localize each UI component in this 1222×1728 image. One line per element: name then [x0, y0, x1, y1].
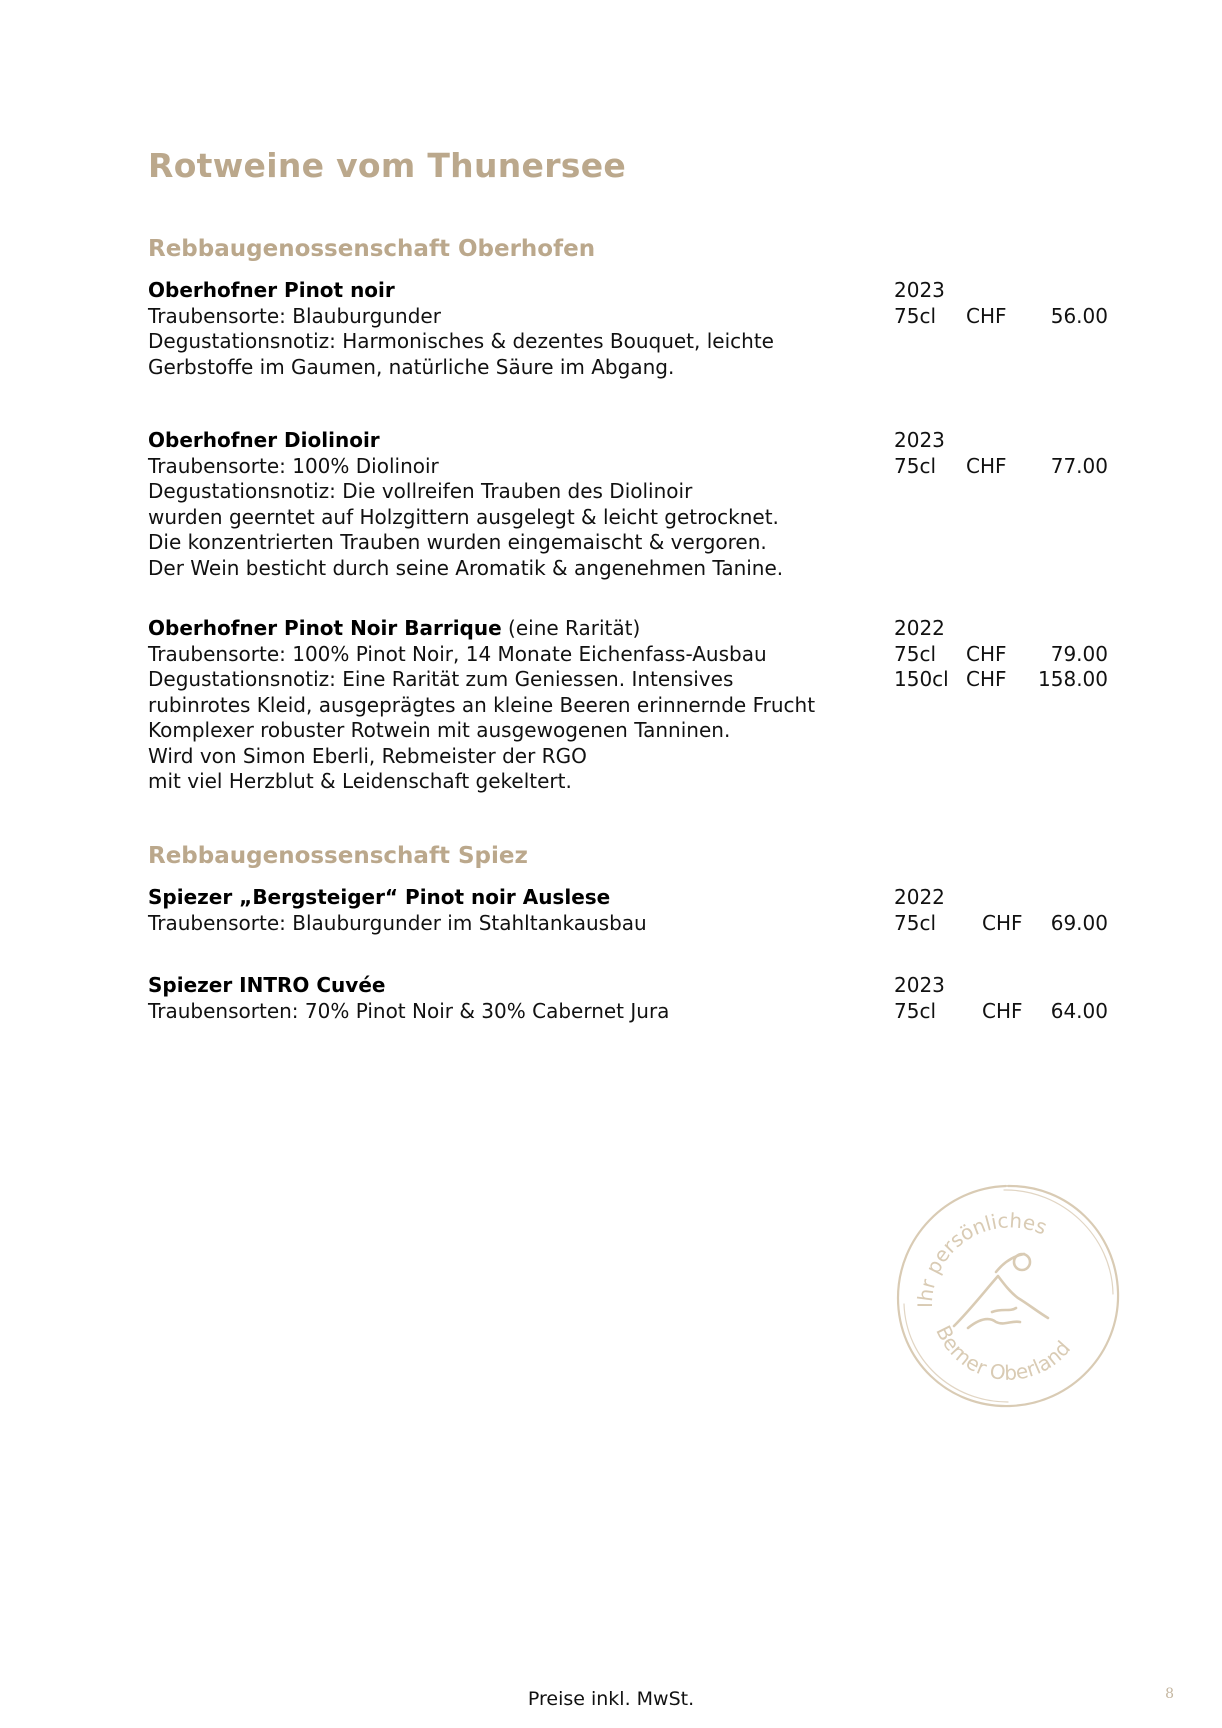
wine-pricing [894, 428, 1108, 479]
wine-detail-line: Traubensorte: Blauburgunder im Stahltankausbau [148, 910, 647, 935]
wine-detail-line: Traubensorte: Blauburgunder [148, 303, 441, 328]
vintage: 2023 [894, 428, 945, 452]
currency: CHF [966, 303, 1007, 328]
wine-name: Oberhofner Pinot noir [148, 278, 395, 302]
vintage: 2023 [894, 278, 945, 302]
wine-detail-line: Komplexer robuster Rotwein mit ausgewogenen Tanninen. [148, 718, 731, 742]
wine-detail-line: Traubensorten: 70% Pinot Noir & 30% Cabernet Jura [148, 998, 670, 1023]
wine-name: Spiezer „Bergsteiger“ Pinot noir Auslese [148, 885, 611, 909]
wine-name: Oberhofner Pinot Noir Barrique [148, 616, 502, 640]
stamp-top-text: Ihr persönliches [912, 1208, 1051, 1309]
bottle-size: 75cl [894, 998, 937, 1023]
currency: CHF [966, 667, 1007, 691]
price: 64.00 [1050, 998, 1108, 1023]
vintage: 2022 [894, 616, 945, 640]
page-number: 8 [1165, 1686, 1174, 1702]
price: 69.00 [1050, 910, 1108, 935]
wine-detail-line: rubinrotes Kleid, ausgeprägtes an kleine Beeren erinnernde Frucht [148, 692, 816, 717]
wine-name-note: (eine Rarität) [508, 616, 641, 640]
wine-detail-line: wurden geerntet auf Holzgittern ausgelegt & leicht getrocknet. [148, 504, 779, 529]
berner-oberland-stamp [892, 1180, 1124, 1412]
wine-description [148, 973, 888, 1024]
vintage: 2022 [894, 885, 945, 909]
wine-pricing [894, 278, 1108, 329]
wine-detail-line: Traubensorte: 100% Pinot Noir, 14 Monate Eichenfass-Ausbau [148, 641, 767, 666]
wine-pricing [894, 973, 1108, 1024]
price: 77.00 [1050, 453, 1108, 478]
stamp-bottom-text: Berner Oberland [931, 1321, 1076, 1385]
bottle-size: 75cl [894, 641, 937, 666]
wine-name: Spiezer INTRO Cuvée [148, 973, 386, 997]
bottle-size: 75cl [894, 910, 937, 935]
bottle-size: 75cl [894, 453, 937, 478]
wine-detail-line: Gerbstoffe im Gaumen, natürliche Säure im Abgang. [148, 354, 675, 379]
wine-pricing [894, 616, 1108, 693]
wine-detail-line: Degustationsnotiz: Harmonisches & dezentes Bouquet, leichte [148, 329, 774, 353]
mountain-hiker-icon [954, 1254, 1048, 1328]
wine-detail-line: Wird von Simon Eberli, Rebmeister der RGO [148, 743, 587, 768]
section-title-spiez: Rebbaugenossenschaft Spiez [148, 843, 528, 869]
wine-name: Oberhofner Diolinoir [148, 428, 380, 452]
wine-detail-line: mit viel Herzblut & Leidenschaft gekeltert. [148, 769, 572, 793]
section-title-oberhofen: Rebbaugenossenschaft Oberhofen [148, 236, 596, 262]
currency: CHF [966, 453, 1007, 478]
wine-detail-line: Degustationsnotiz: Eine Rarität zum Geniessen. Intensives [148, 667, 734, 691]
bottle-size: 150cl [894, 667, 949, 691]
price: 79.00 [1050, 641, 1108, 666]
wine-detail-line: Traubensorte: 100% Diolinoir [148, 453, 439, 478]
wine-description [148, 885, 888, 936]
footer-note: Preise inkl. MwSt. [527, 1688, 695, 1710]
currency: CHF [966, 641, 1007, 666]
page-title: Rotweine vom Thunersee [148, 146, 627, 185]
wine-description [148, 278, 888, 380]
wine-pricing [894, 885, 1108, 936]
wine-detail-line: Der Wein besticht durch seine Aromatik & angenehmen Tanine. [148, 555, 784, 580]
wine-detail-line: Degustationsnotiz: Die vollreifen Trauben des Diolinoir [148, 479, 693, 503]
currency: CHF [982, 910, 1023, 935]
wine-description [148, 428, 888, 581]
wine-description [148, 616, 888, 795]
price: 56.00 [1050, 303, 1108, 328]
price: 158.00 [1038, 667, 1108, 691]
currency: CHF [982, 998, 1023, 1023]
vintage: 2023 [894, 973, 945, 997]
bottle-size: 75cl [894, 303, 937, 328]
wine-detail-line: Die konzentrierten Trauben wurden eingemaischt & vergoren. [148, 530, 767, 554]
